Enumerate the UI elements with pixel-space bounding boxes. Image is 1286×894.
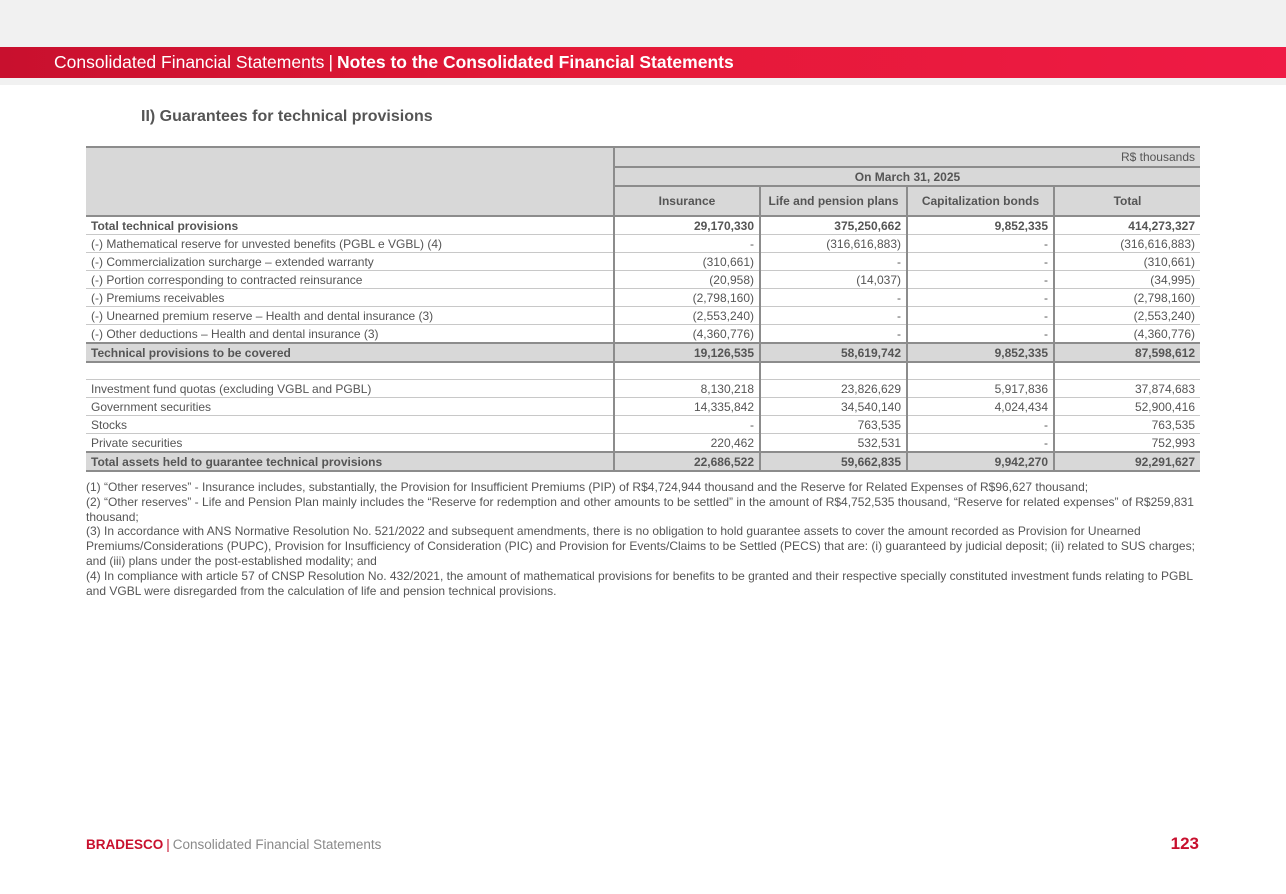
footnote: (1) “Other reserves” - Insurance includes, substantially, the Provision for Insufficient Premiums (PIP) of R$4,724,944 thousand and the Reserve for Related Expenses of R$96,627 thousand; bbox=[86, 480, 1089, 494]
cell-value: 4,024,434 bbox=[907, 398, 1054, 416]
cell-value: 752,993 bbox=[1054, 434, 1200, 453]
table-header-unit-row bbox=[86, 147, 1200, 167]
table-row bbox=[86, 325, 1200, 344]
cell-value: - bbox=[614, 235, 760, 253]
header-band bbox=[0, 47, 1286, 78]
footnote: (4) In compliance with article 57 of CNSP Resolution No. 432/2021, the amount of mathematical provisions for benefits to be granted and their respective specially constituted investment funds relating to PGBL and VGBL were disregarded from the calculation of life and pension technical provisions. bbox=[86, 568, 1193, 598]
row-label: (-) Premiums receivables bbox=[86, 289, 614, 307]
header-subsection: Notes to the Consolidated Financial Statements bbox=[336, 52, 734, 72]
table-row bbox=[86, 253, 1200, 271]
row-label: Private securities bbox=[86, 434, 614, 453]
top-margin bbox=[0, 0, 1286, 47]
cell-value: 34,540,140 bbox=[760, 398, 907, 416]
cell-value: 9,852,335 bbox=[907, 216, 1054, 235]
cell-value: - bbox=[907, 253, 1054, 271]
cell-value: 14,335,842 bbox=[614, 398, 760, 416]
cell-value: - bbox=[907, 434, 1054, 453]
header-section: Consolidated Financial Statements bbox=[54, 52, 325, 72]
header-separator: | bbox=[328, 52, 333, 72]
cell-value: 23,826,629 bbox=[760, 380, 907, 398]
row-label: Total technical provisions bbox=[86, 216, 614, 235]
cell-value: 763,535 bbox=[760, 416, 907, 434]
table-row bbox=[86, 380, 1200, 398]
cell-value: 19,126,535 bbox=[614, 343, 760, 362]
row-label: Stocks bbox=[86, 416, 614, 434]
cell-value: 52,900,416 bbox=[1054, 398, 1200, 416]
cell-value: (4,360,776) bbox=[1054, 325, 1200, 344]
footer-separator: | bbox=[166, 837, 170, 852]
cell-value: 8,130,218 bbox=[614, 380, 760, 398]
guarantees-table bbox=[86, 146, 1200, 472]
cell-value: (2,553,240) bbox=[614, 307, 760, 325]
cell-value: 220,462 bbox=[614, 434, 760, 453]
cell-value: - bbox=[907, 235, 1054, 253]
table-header-label-cell bbox=[86, 147, 614, 216]
footer-brand: BRADESCO bbox=[86, 837, 164, 852]
table-unit: R$ thousands bbox=[614, 147, 1200, 167]
cell-value: 5,917,836 bbox=[907, 380, 1054, 398]
cell-value: (34,995) bbox=[1054, 271, 1200, 289]
table-period: On March 31, 2025 bbox=[614, 167, 1200, 186]
footnotes bbox=[86, 480, 1202, 598]
footnote: (3) In accordance with ANS Normative Resolution No. 521/2022 and subsequent amendments, there is no obligation to hold guarantee assets to cover the amount recorded as Provision for Unearned Premiums/Considerations (PUPC), Provision for Insufficiency of Consideration (PIC) and Provision for Events/Claims to be Settled (PECS) that are: (i) guaranteed by judicial deposit; (ii) related to SUS charges; and (iii) plans under the post-established modality; and bbox=[86, 524, 1195, 568]
cell-value: (316,616,883) bbox=[760, 235, 907, 253]
cell-value: (4,360,776) bbox=[614, 325, 760, 344]
cell-value: 375,250,662 bbox=[760, 216, 907, 235]
column-header: Life and pension plans bbox=[760, 186, 907, 216]
row-label: Technical provisions to be covered bbox=[86, 343, 614, 362]
cell-value: (2,553,240) bbox=[1054, 307, 1200, 325]
cell-value: (310,661) bbox=[614, 253, 760, 271]
cell-value: 92,291,627 bbox=[1054, 452, 1200, 471]
cell-value: - bbox=[760, 325, 907, 344]
cell-value: - bbox=[760, 307, 907, 325]
footnote: (2) “Other reserves” - Life and Pension Plan mainly includes the “Reserve for redemption and other amounts to be settled” in the amount of R$4,752,535 thousand, “Reserve for related expenses” of R$259,831 thousand; bbox=[86, 494, 1194, 524]
footer-document: Consolidated Financial Statements bbox=[172, 837, 382, 852]
cell-value: - bbox=[907, 271, 1054, 289]
cell-value: (310,661) bbox=[1054, 253, 1200, 271]
cell-value: (2,798,160) bbox=[614, 289, 760, 307]
table-row bbox=[86, 235, 1200, 253]
cell-value: 37,874,683 bbox=[1054, 380, 1200, 398]
column-header: Capitalization bonds bbox=[907, 186, 1054, 216]
row-label: Total assets held to guarantee technical provisions bbox=[86, 452, 614, 471]
row-label: (-) Commercialization surcharge – extended warranty bbox=[86, 253, 614, 271]
row-label: (-) Mathematical reserve for unvested benefits (PGBL e VGBL) (4) bbox=[86, 235, 614, 253]
cell-value: - bbox=[907, 325, 1054, 344]
cell-value: - bbox=[907, 307, 1054, 325]
page-number: 123 bbox=[1170, 834, 1199, 853]
cell-value: - bbox=[760, 289, 907, 307]
cell-value: - bbox=[907, 289, 1054, 307]
table-row bbox=[86, 271, 1200, 289]
cell-value: 763,535 bbox=[1054, 416, 1200, 434]
row-label: Government securities bbox=[86, 398, 614, 416]
cell-value: 59,662,835 bbox=[760, 452, 907, 471]
row-label: (-) Other deductions – Health and dental insurance (3) bbox=[86, 325, 614, 344]
table-row bbox=[86, 307, 1200, 325]
cell-value: 9,852,335 bbox=[907, 343, 1054, 362]
cell-value: 29,170,330 bbox=[614, 216, 760, 235]
cell-value: - bbox=[614, 416, 760, 434]
cell-value: 58,619,742 bbox=[760, 343, 907, 362]
subtotal-row bbox=[86, 343, 1200, 362]
cell-value: 414,273,327 bbox=[1054, 216, 1200, 235]
total-row bbox=[86, 452, 1200, 471]
row-label: (-) Portion corresponding to contracted reinsurance bbox=[86, 271, 614, 289]
header-shadow bbox=[0, 78, 1286, 85]
cell-value: (316,616,883) bbox=[1054, 235, 1200, 253]
cell-value: (2,798,160) bbox=[1054, 289, 1200, 307]
cell-value: 9,942,270 bbox=[907, 452, 1054, 471]
table-row bbox=[86, 216, 1200, 235]
table-row bbox=[86, 398, 1200, 416]
cell-value: 87,598,612 bbox=[1054, 343, 1200, 362]
row-label: Investment fund quotas (excluding VGBL and PGBL) bbox=[86, 380, 614, 398]
table-row bbox=[86, 416, 1200, 434]
spacer-row bbox=[86, 362, 1200, 380]
table-row bbox=[86, 289, 1200, 307]
row-label: (-) Unearned premium reserve – Health and dental insurance (3) bbox=[86, 307, 614, 325]
table-row bbox=[86, 434, 1200, 453]
column-header: Insurance bbox=[614, 186, 760, 216]
cell-value: - bbox=[907, 416, 1054, 434]
cell-value: (20,958) bbox=[614, 271, 760, 289]
page-title: II) Guarantees for technical provisions bbox=[141, 108, 433, 125]
footer bbox=[86, 837, 381, 852]
cell-value: 532,531 bbox=[760, 434, 907, 453]
cell-value: (14,037) bbox=[760, 271, 907, 289]
column-header: Total bbox=[1054, 186, 1200, 216]
cell-value: - bbox=[760, 253, 907, 271]
cell-value: 22,686,522 bbox=[614, 452, 760, 471]
